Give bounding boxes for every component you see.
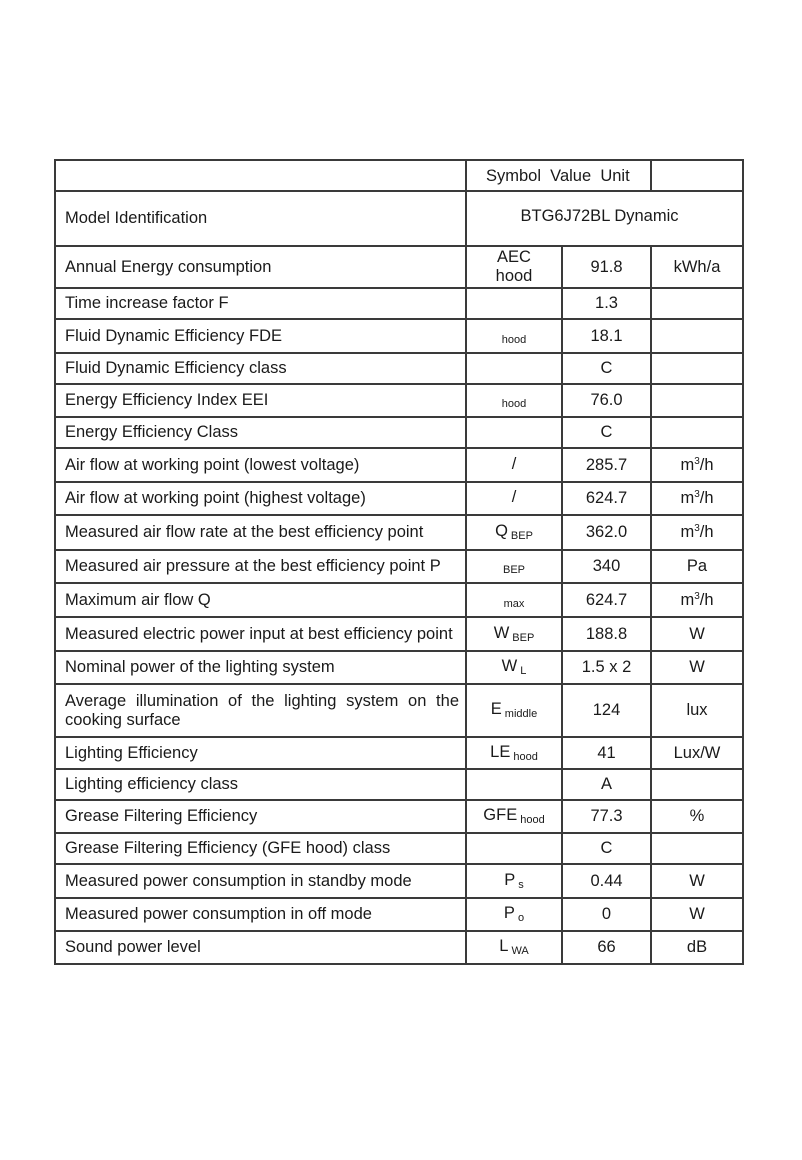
symbol-main: AEC	[497, 248, 531, 267]
row-unit	[651, 833, 743, 864]
row-unit	[651, 931, 743, 964]
unit-base: W	[689, 905, 705, 924]
row-description: Measured power consumption in standby mode	[55, 864, 466, 898]
symbol-main: E	[490, 700, 502, 719]
row-description: Maximum air flow Q	[55, 583, 466, 617]
symbol-main: GFE	[483, 806, 518, 825]
row-value: 624.7	[562, 482, 651, 515]
row-value: 0.44	[562, 864, 651, 898]
table-row	[55, 833, 743, 864]
row-symbol	[466, 651, 562, 684]
product-fiche	[54, 159, 742, 965]
symbol-main: W	[501, 657, 518, 676]
row-symbol	[466, 583, 562, 617]
table-row	[55, 353, 743, 384]
table-row	[55, 617, 743, 651]
table-row	[55, 684, 743, 737]
row-symbol	[466, 737, 562, 769]
table-row	[55, 651, 743, 684]
product-fiche-table	[54, 159, 744, 965]
symbol-main: /	[511, 454, 517, 473]
row-unit	[651, 246, 743, 288]
symbol-sub: o	[517, 912, 525, 925]
model-label: Model Identification	[55, 191, 466, 246]
row-value: A	[562, 769, 651, 800]
row-value: 77.3	[562, 800, 651, 833]
row-unit	[651, 515, 743, 550]
row-description: Time increase factor F	[55, 288, 466, 319]
row-symbol	[466, 898, 562, 931]
row-description: Air flow at working point (lowest voltage)	[55, 448, 466, 482]
row-unit	[651, 384, 743, 417]
unit-tail: /h	[699, 523, 714, 542]
symbol-sub: hood	[513, 750, 538, 763]
unit-base: lux	[686, 701, 708, 720]
row-value: 188.8	[562, 617, 651, 651]
row-unit	[651, 319, 743, 353]
row-description: Grease Filtering Efficiency	[55, 800, 466, 833]
row-unit	[651, 482, 743, 515]
unit-base: m	[680, 590, 695, 609]
symbol-sub: BEP	[510, 530, 533, 543]
row-description: Average illumination of the lighting system on the cooking surface	[55, 684, 466, 737]
row-description: Energy Efficiency Class	[55, 417, 466, 448]
row-description: Nominal power of the lighting system	[55, 651, 466, 684]
row-value: 124	[562, 684, 651, 737]
table-row	[55, 448, 743, 482]
row-description: Measured air flow rate at the best efficiency point	[55, 515, 466, 550]
table-row	[55, 737, 743, 769]
table-row	[55, 246, 743, 288]
row-description: Fluid Dynamic Efficiency class	[55, 353, 466, 384]
unit-superscript: 3	[694, 489, 700, 501]
row-unit	[651, 288, 743, 319]
row-symbol	[466, 384, 562, 417]
unit-base: kWh/a	[673, 257, 721, 276]
unit-base: W	[689, 624, 705, 643]
model-row	[55, 191, 743, 246]
unit-tail: /h	[699, 455, 714, 474]
header-cell	[466, 160, 651, 191]
row-value: C	[562, 417, 651, 448]
row-description: Annual Energy consumption	[55, 246, 466, 288]
row-unit	[651, 617, 743, 651]
unit-superscript: 3	[694, 523, 700, 535]
row-description: Fluid Dynamic Efficiency FDE	[55, 319, 466, 353]
row-unit	[651, 353, 743, 384]
row-symbol	[466, 288, 562, 319]
row-value: 76.0	[562, 384, 651, 417]
symbol-sub: L	[520, 665, 527, 678]
unit-superscript: 3	[694, 455, 700, 467]
unit-tail: /h	[699, 590, 714, 609]
row-unit	[651, 769, 743, 800]
row-description: Air flow at working point (highest voltage)	[55, 482, 466, 515]
row-unit	[651, 684, 743, 737]
symbol-sub: hood	[501, 398, 527, 411]
row-unit	[651, 583, 743, 617]
symbol-main: W	[493, 623, 510, 642]
row-description: Measured air pressure at the best efficiency point P	[55, 550, 466, 583]
row-unit	[651, 737, 743, 769]
row-description: Lighting Efficiency	[55, 737, 466, 769]
row-value: 340	[562, 550, 651, 583]
symbol-main: P	[504, 870, 516, 889]
symbol-sub: max	[503, 597, 525, 610]
row-value: 0	[562, 898, 651, 931]
row-symbol	[466, 550, 562, 583]
table-row	[55, 482, 743, 515]
row-value: 362.0	[562, 515, 651, 550]
row-symbol	[466, 800, 562, 833]
symbol-main: Q	[495, 522, 508, 541]
table-row	[55, 800, 743, 833]
unit-base: m	[680, 523, 695, 542]
row-value: C	[562, 833, 651, 864]
table-row	[55, 864, 743, 898]
unit-base: %	[689, 807, 705, 826]
row-value: 1.3	[562, 288, 651, 319]
row-value: C	[562, 353, 651, 384]
row-description: Measured power consumption in off mode	[55, 898, 466, 931]
row-value: 91.8	[562, 246, 651, 288]
row-symbol	[466, 246, 562, 288]
row-unit	[651, 448, 743, 482]
row-symbol	[466, 353, 562, 384]
row-value: 18.1	[562, 319, 651, 353]
row-symbol	[466, 417, 562, 448]
row-unit	[651, 864, 743, 898]
table-row	[55, 288, 743, 319]
model-value: BTG6J72BL Dynamic	[466, 191, 743, 246]
row-symbol	[466, 833, 562, 864]
table-row	[55, 898, 743, 931]
symbol-sub: BEP	[512, 631, 535, 644]
row-value: 41	[562, 737, 651, 769]
row-symbol	[466, 769, 562, 800]
unit-base: W	[689, 871, 705, 890]
symbol-main: /	[511, 488, 517, 507]
unit-base: m	[680, 489, 695, 508]
header-blank-cell	[55, 160, 466, 191]
table-row	[55, 550, 743, 583]
symbol-sub: BEP	[502, 564, 525, 577]
unit-base: W	[689, 658, 705, 677]
symbol-sub: s	[518, 878, 524, 891]
row-unit	[651, 898, 743, 931]
row-value: 285.7	[562, 448, 651, 482]
symbol-sub: hood	[520, 814, 545, 827]
row-symbol	[466, 515, 562, 550]
row-value: 624.7	[562, 583, 651, 617]
row-symbol	[466, 931, 562, 964]
row-unit	[651, 550, 743, 583]
table-row	[55, 319, 743, 353]
row-description: Sound power level	[55, 931, 466, 964]
table-row	[55, 769, 743, 800]
row-unit	[651, 800, 743, 833]
table-row	[55, 931, 743, 964]
row-symbol	[466, 864, 562, 898]
symbol-sub: middle	[504, 708, 538, 721]
row-description: Measured electric power input at best efficiency point	[55, 617, 466, 651]
row-description: Grease Filtering Efficiency (GFE hood) class	[55, 833, 466, 864]
row-value: 1.5 x 2	[562, 651, 651, 684]
table-row	[55, 515, 743, 550]
unit-tail: /h	[699, 489, 714, 508]
row-symbol	[466, 448, 562, 482]
row-symbol	[466, 482, 562, 515]
symbol-main: LE	[490, 742, 511, 761]
unit-base: m	[680, 455, 695, 474]
row-description: Energy Efficiency Index EEI	[55, 384, 466, 417]
table-row	[55, 583, 743, 617]
symbol-main: P	[503, 904, 515, 923]
row-unit	[651, 651, 743, 684]
header-blank-cell	[651, 160, 743, 191]
row-unit	[651, 417, 743, 448]
row-symbol	[466, 617, 562, 651]
table-row	[55, 384, 743, 417]
unit-base: dB	[686, 938, 708, 957]
symbol-sub: hood	[501, 333, 527, 346]
symbol-main: L	[499, 937, 509, 956]
table-row	[55, 417, 743, 448]
symbol-sub: WA	[511, 945, 529, 958]
unit-base: Lux/W	[673, 743, 721, 762]
unit-base: Pa	[686, 557, 708, 576]
row-description: Lighting efficiency class	[55, 769, 466, 800]
unit-superscript: 3	[694, 590, 700, 602]
row-value: 66	[562, 931, 651, 964]
header-row	[55, 160, 743, 191]
row-symbol	[466, 319, 562, 353]
header-text: Symbol Value Unit	[486, 167, 630, 185]
symbol-sub: hood	[495, 267, 533, 285]
row-symbol	[466, 684, 562, 737]
